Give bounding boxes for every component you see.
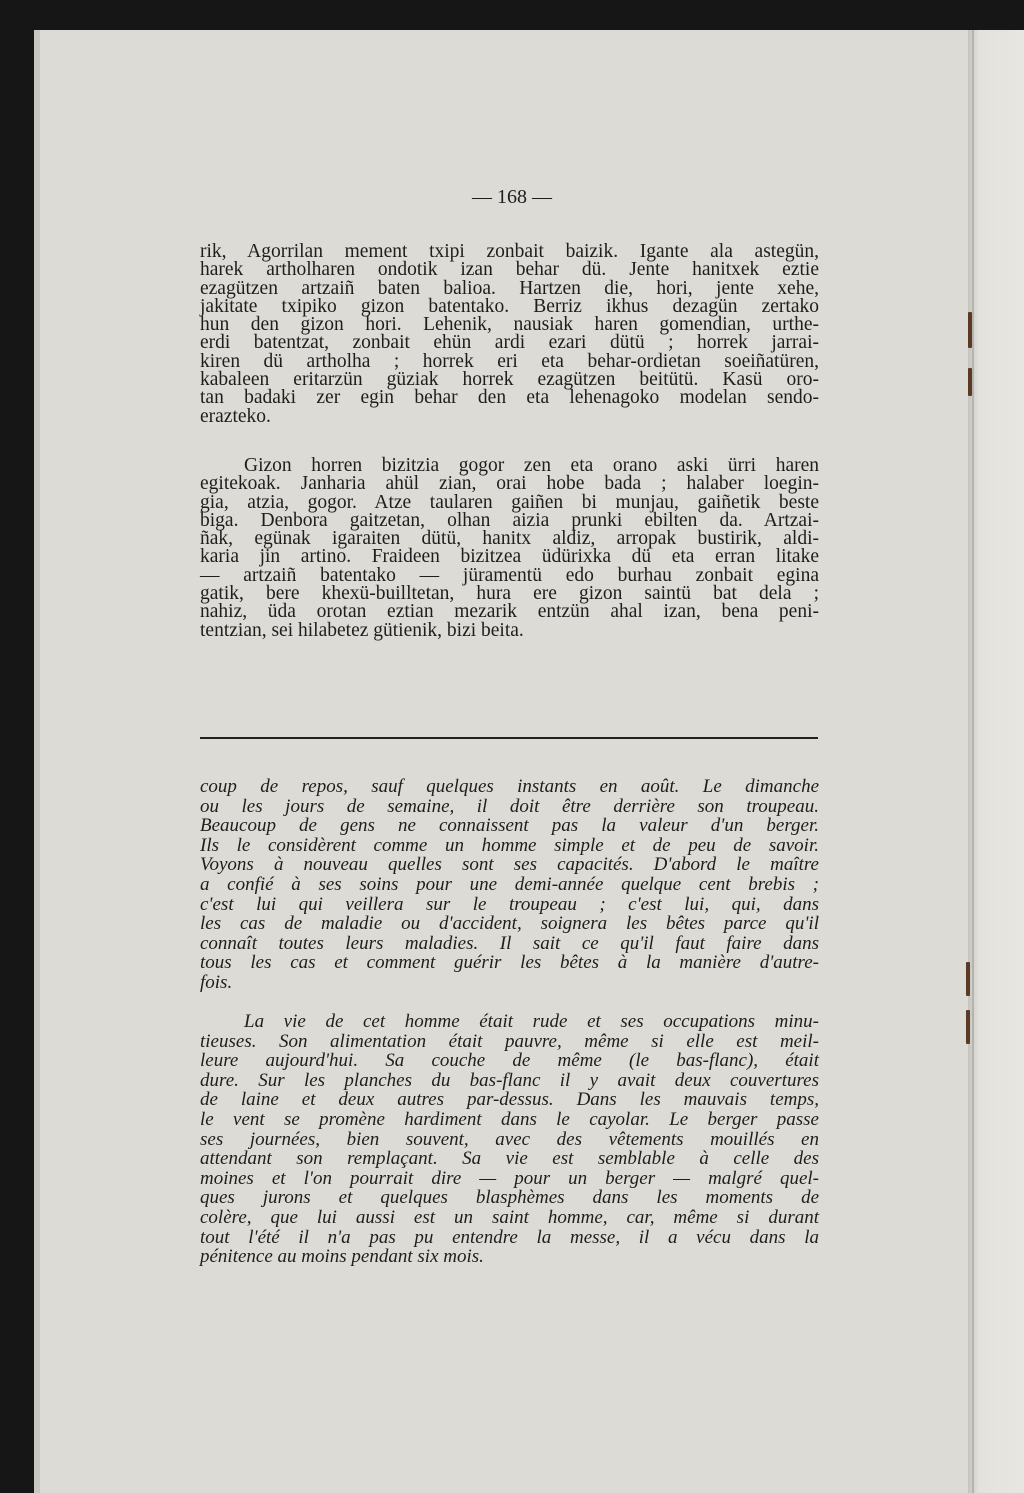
text-line: gatik, bere khexü-builltetan, hura ere gizon saintü bat dela ; — [200, 583, 819, 605]
text-line: tieuses. Son alimentation était pauvre, même si elle est meil- — [200, 1030, 819, 1052]
text-line: attendant son remplaçant. Sa vie est semblable à celle des — [200, 1148, 819, 1170]
page-edge — [34, 30, 40, 1493]
text-line: — artzaiñ batentako — jüramentü edo burhau zonbait egina — [200, 564, 819, 586]
french-paragraph-2 — [200, 1012, 819, 1267]
text-line: egitekoak. Janharia ahül zian, orai hobe bada ; halaber loegin- — [200, 473, 819, 495]
text-line: tan badaki zer egin behar den eta lehenagoko modelan sendo- — [200, 387, 819, 409]
text-line: a confié à ses soins pour une demi-année quelque cent brebis ; — [200, 873, 819, 895]
staple-mark — [966, 1010, 970, 1044]
text-line: tous les cas et comment guérir les bêtes à la manière d'autre- — [200, 952, 819, 974]
french-paragraph-1 — [200, 777, 819, 993]
text-line: tout l'été il n'a pas pu entendre la messe, il a vécu dans la — [200, 1226, 819, 1248]
text-line: ezagützen artzaiñ baten balioa. Hartzen die, hori, jente xehe, — [200, 277, 819, 299]
page-number: — 168 — — [472, 186, 552, 208]
text-line: karia jin artino. Fraideen bizitzea üdürixka dü eta erran litake — [200, 546, 819, 568]
text-line: coup de repos, sauf quelques instants en août. Le dimanche — [200, 776, 819, 797]
text-line: Voyons à nouveau quelles sont ses capacités. D'abord le maître — [200, 854, 819, 876]
text-line: nahiz, üda orotan eztian mezarik entzün ahal izan, bena peni- — [200, 601, 819, 623]
staple-mark — [968, 312, 972, 348]
text-line: harek artholharen ondotik izan behar dü. Jente hanitxek eztie — [200, 259, 819, 281]
text-line: ques jurons et quelques blasphèmes dans les moments de — [200, 1187, 819, 1209]
text-line: rik, Agorrilan mement txipi zonbait baizik. Igante ala astegün, — [200, 241, 819, 262]
text-line: kiren dü artholha ; horrek eri eta behar-ordietan soeiñatüren, — [200, 350, 819, 372]
text-line: fois. — [200, 971, 233, 993]
text-line: ou les jours de semaine, il doit être derrière son troupeau. — [200, 795, 819, 817]
basque-paragraph-1 — [200, 243, 819, 426]
staple-mark — [968, 368, 972, 396]
text-line: les cas de maladie ou d'accident, soignera les bêtes parce qu'il — [200, 913, 819, 935]
binding-gutter — [968, 30, 1024, 1493]
binding-fold — [972, 30, 974, 1493]
text-line: Beaucoup de gens ne connaissent pas la valeur d'un berger. — [200, 815, 819, 837]
text-line: c'est lui qui veillera sur le troupeau ; c'est lui, qui, dans — [200, 893, 819, 915]
text-line: erazteko. — [200, 405, 271, 427]
text-line: colère, que lui aussi est un saint homme, car, même si durant — [200, 1206, 819, 1228]
staple-mark — [966, 962, 970, 996]
text-line: gia, atzia, gogor. Atze taularen gaiñen bi munjau, gaiñetik beste — [200, 491, 819, 513]
text-line: ses journées, bien souvent, avec des vêtements mouillés en — [200, 1128, 819, 1150]
text-line: Ils le considèrent comme un homme simple et de peu de savoir. — [200, 834, 819, 856]
basque-paragraph-2 — [200, 457, 819, 640]
text-line: pénitence au moins pendant six mois. — [200, 1246, 484, 1268]
text-line: le vent se promène hardiment dans le cayolar. Le berger passe — [200, 1108, 819, 1130]
text-line: de laine et deux autres par-dessus. Dans les mauvais temps, — [200, 1089, 819, 1111]
text-line: connaît toutes leurs maladies. Il sait ce qu'il faut faire dans — [200, 932, 819, 954]
text-line: moines et l'on pourrait dire — pour un berger — malgré quel- — [200, 1167, 819, 1189]
text-line: tentzian, sei hilabetez gütienik, bizi beita. — [200, 619, 524, 641]
text-line: dure. Sur les planches du bas-flanc il y avait deux couvertures — [200, 1069, 819, 1091]
text-line: jakitate txipiko gizon batentako. Berriz ikhus dezagün zertako — [200, 295, 819, 317]
text-line: La vie de cet homme était rude et ses occupations minu- — [244, 1011, 819, 1032]
separator-rule — [200, 737, 818, 739]
text-line: erdi batentzat, zonbait ehün ardi ezari dütü ; horrek jarrai- — [200, 332, 819, 354]
text-line: kabaleen eritarzün güziak horrek ezagützen beitütü. Kasü oro- — [200, 369, 819, 391]
text-line: hun den gizon hori. Lehenik, nausiak haren gomendian, urthe- — [200, 314, 819, 336]
text-line: Gizon horren bizitzia gogor zen eta orano aski ürri haren — [244, 455, 819, 476]
text-line: leure aujourd'hui. Sa couche de même (le bas-flanc), était — [200, 1050, 819, 1072]
text-line: biga. Denbora gaitzetan, olhan aizia prunki ebilten da. Artzai- — [200, 509, 819, 531]
text-line: ñak, egünak igaraiten dütü, hanitx aldiz, arropak bustirik, aldi- — [200, 528, 819, 550]
